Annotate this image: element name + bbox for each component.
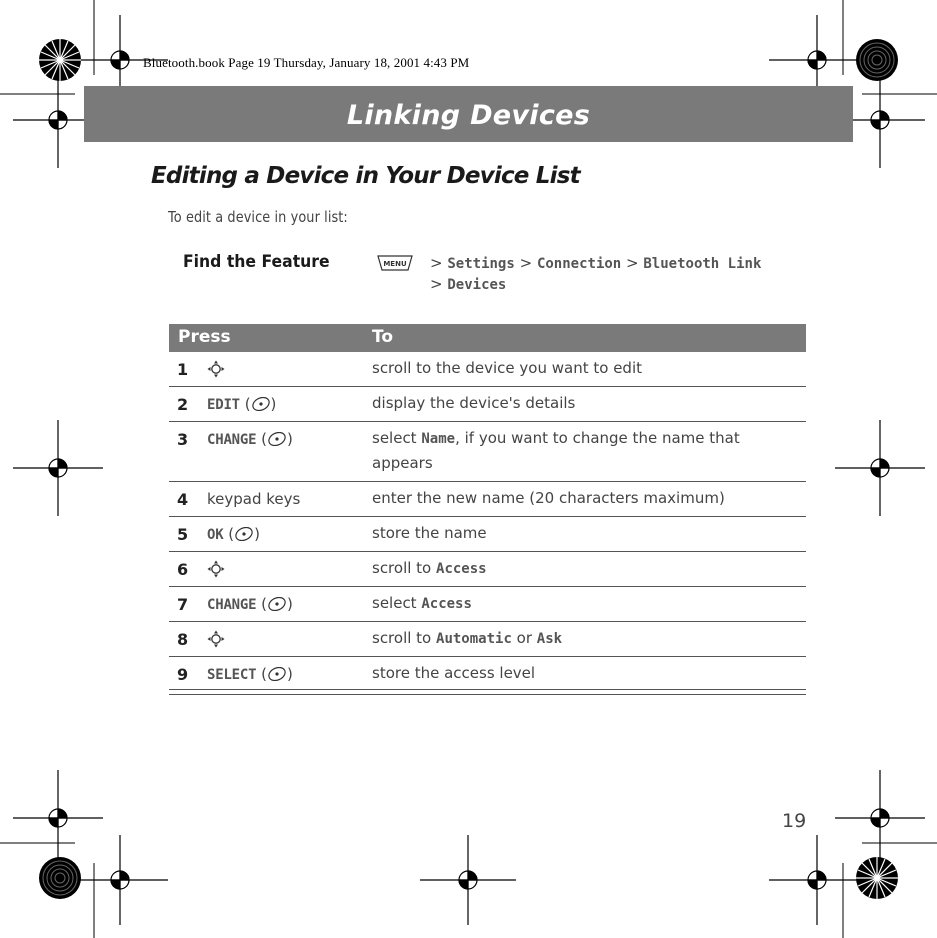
table-row (169, 352, 806, 387)
step-number: 5 (177, 525, 189, 544)
path-devices: Devices (447, 277, 507, 293)
steps-table (169, 324, 806, 695)
table-row (169, 517, 806, 552)
table-row (169, 657, 806, 690)
step-key: CHANGE ( ) (207, 595, 293, 613)
ok-key-icon (234, 527, 254, 541)
soft-key-label: EDIT (207, 397, 240, 413)
table-row (169, 622, 806, 657)
step-key: CHANGE ( ) (207, 430, 293, 448)
svg-text:MENU: MENU (383, 260, 407, 268)
header-to: To (372, 327, 394, 347)
step-action: scroll to Access (372, 559, 487, 577)
nav-key-icon (207, 360, 225, 378)
table-row (169, 387, 806, 422)
intro-text: To edit a device in your list: (168, 208, 348, 226)
soft-key-label: SELECT (207, 667, 257, 683)
ok-key-icon (251, 397, 271, 411)
nav-key-icon (207, 630, 225, 648)
step-key: SELECT ( ) (207, 665, 293, 683)
table-row (169, 587, 806, 622)
table-row (169, 482, 806, 517)
header-press: Press (178, 327, 231, 347)
step-number: 9 (177, 665, 189, 684)
step-action: select Name, if you want to change the name that appears (372, 429, 740, 472)
step-action: display the device's details (372, 394, 576, 412)
chapter-header (84, 86, 853, 142)
step-key (207, 560, 225, 579)
print-slug: Bluetooth.book Page 19 Thursday, January 18, 2001 4:43 PM (143, 55, 470, 70)
table-row (169, 422, 806, 482)
step-action: scroll to the device you want to edit (372, 359, 642, 377)
key-text: keypad keys (207, 490, 301, 508)
menu-option: Name (421, 431, 456, 447)
step-key (207, 630, 225, 649)
menu-option: Ask (536, 631, 563, 647)
find-feature-label: Find the Feature (183, 252, 330, 272)
menu-option: Automatic (436, 631, 512, 647)
table-row (169, 552, 806, 587)
menu-option: Access (421, 596, 472, 612)
section-title: Editing a Device in Your Device List (151, 163, 580, 189)
nav-key-icon (207, 560, 225, 578)
soft-key-label: CHANGE (207, 432, 257, 448)
table-header (169, 324, 806, 352)
step-number: 4 (177, 490, 189, 509)
step-number: 2 (177, 395, 189, 414)
path-bluetooth-link: Bluetooth Link (643, 256, 762, 272)
step-key: OK ( ) (207, 525, 260, 543)
step-key (207, 360, 225, 379)
path-connection: Connection (536, 256, 622, 272)
step-number: 7 (177, 595, 189, 614)
ok-key-icon (267, 667, 287, 681)
path-settings: Settings (447, 256, 515, 272)
step-action: enter the new name (20 characters maximum) (372, 489, 725, 507)
chapter-title: Linking Devices (346, 100, 591, 131)
step-number: 3 (177, 430, 189, 449)
soft-key-label: CHANGE (207, 597, 257, 613)
page-number: 19 (782, 810, 807, 832)
ok-key-icon (267, 597, 287, 611)
step-number: 1 (177, 360, 189, 379)
step-number: 6 (177, 560, 189, 579)
step-action: store the name (372, 524, 487, 542)
menu-option: Access (436, 561, 487, 577)
soft-key-label: OK (207, 527, 224, 543)
step-action: select Access (372, 594, 472, 612)
step-action: scroll to Automatic or Ask (372, 629, 563, 647)
menu-key-icon (377, 255, 413, 271)
step-key: EDIT ( ) (207, 395, 277, 413)
step-number: 8 (177, 630, 189, 649)
feature-path-line-2: > Devices (430, 275, 507, 293)
ok-key-icon (267, 432, 287, 446)
step-action: store the access level (372, 664, 536, 682)
table-end-rule (169, 694, 806, 695)
step-key (207, 490, 300, 508)
feature-path-line-1: > Settings > Connection > Bluetooth Link (430, 254, 762, 272)
